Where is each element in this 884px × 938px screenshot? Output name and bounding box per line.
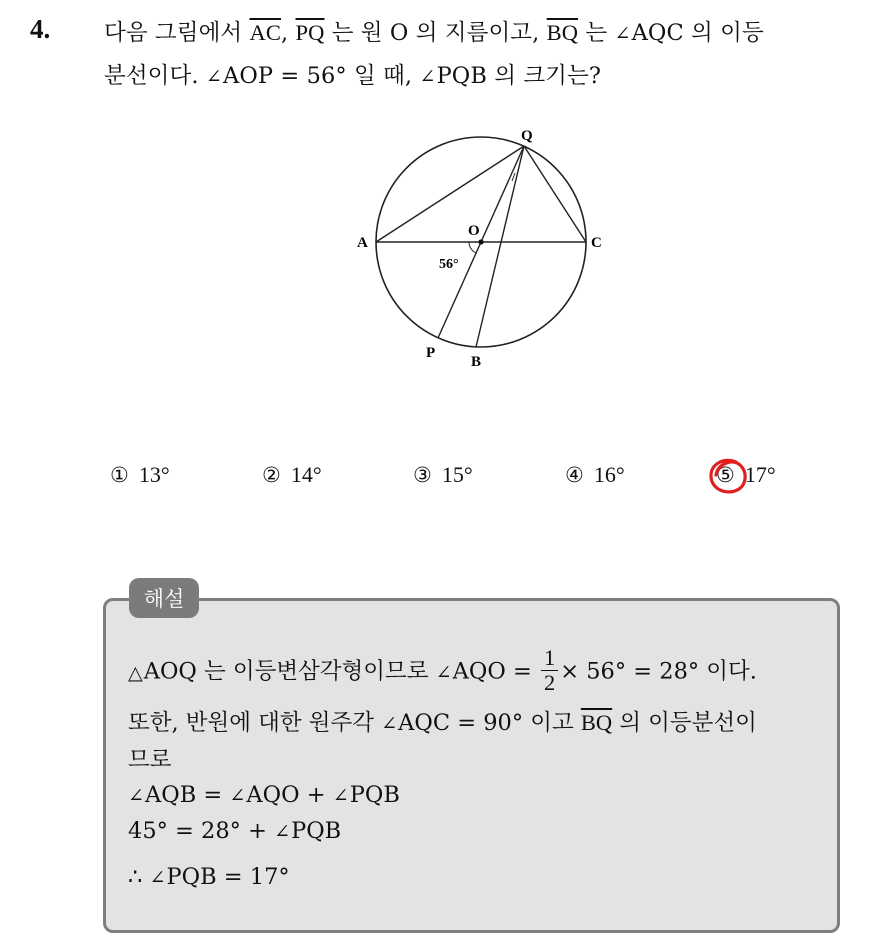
label-angle-56: 56° [439, 257, 459, 272]
choice-3[interactable] [413, 462, 473, 488]
triangle-symbol: △ [128, 660, 143, 684]
center-point [478, 239, 483, 244]
angle-symbol: ∠ [205, 65, 222, 88]
angle-symbol: ∠ [614, 22, 631, 45]
solution-text: PQB [291, 818, 342, 844]
solution-text: AOQ 는 이등변삼각형이므로 [143, 658, 436, 685]
angle-symbol: ∠ [149, 866, 166, 889]
solution-line-2 [128, 705, 757, 737]
question-text: 는 [578, 20, 615, 46]
angle-symbol: ∠ [229, 784, 246, 807]
segment-pq: $\overline{PQ}$ [295, 20, 325, 45]
question-text: , [280, 20, 296, 46]
solution-text: 의 이등분선이 [612, 710, 757, 736]
choice-value: 16° [593, 462, 625, 487]
choice-value: 15° [441, 462, 473, 487]
label-o: O [468, 223, 480, 239]
label-b: B [471, 354, 482, 370]
solution-text: PQB = 17° [166, 864, 290, 890]
fraction-numerator: 1 [541, 646, 558, 671]
label-c: C [591, 235, 602, 251]
question-text: 다음 그림에서 [104, 20, 250, 46]
question-text: 는 원 O 의 지름이고, [324, 20, 547, 46]
angle-arc-aop [469, 242, 476, 253]
solution-line-5 [128, 818, 341, 844]
solution-line-3: 므로 [128, 747, 172, 773]
solution-line-1 [128, 645, 757, 697]
angle-symbol: ∠ [274, 820, 291, 843]
choice-1[interactable] [110, 462, 170, 488]
angle-symbol: ∠ [381, 712, 398, 735]
therefore-symbol: ∴ [128, 864, 150, 890]
chord-cq [524, 146, 586, 242]
choice-value: 14° [290, 462, 322, 487]
question-text: AQC 의 이등 [631, 20, 764, 46]
choice-number: ③ [413, 463, 432, 487]
solution-text: × 56° = 28° 이다. [560, 658, 757, 685]
circle-figure [340, 118, 640, 388]
solution-text: 또한, 반원에 대한 원주각 [128, 710, 382, 736]
question-text: 분선이다. [104, 63, 206, 89]
angle-symbol: ∠ [332, 784, 349, 807]
question-line-1 [104, 15, 764, 47]
choice-4[interactable] [565, 462, 625, 488]
chord-bq [476, 146, 524, 347]
angle-symbol: ∠ [435, 660, 452, 684]
choice-number: ⑤ [716, 463, 735, 487]
solution-line-6 [128, 864, 290, 890]
problem-number: 4. [30, 14, 51, 44]
solution-line-4 [128, 782, 400, 808]
angle-symbol: ∠ [419, 65, 436, 88]
angle-symbol: ∠ [128, 784, 145, 807]
choice-number: ② [262, 463, 281, 487]
answer-circle-stroke [711, 460, 745, 492]
choice-number: ④ [565, 463, 584, 487]
segment-ac: $\overline{AC}$ [249, 20, 281, 45]
choice-value: 17° [744, 462, 776, 487]
question-line-2 [104, 58, 601, 90]
question-text: AOP = 56° 일 때, [222, 63, 420, 89]
solution-tab: 해설 [129, 578, 199, 618]
fraction-denominator: 2 [543, 670, 556, 695]
answer-circle-mark [706, 456, 750, 498]
solution-text: AQO = [452, 658, 539, 685]
label-a: A [357, 235, 368, 251]
choice-2[interactable] [262, 462, 322, 488]
solution-text: AQC = 90° 이고 [398, 710, 581, 736]
solution-text: 45° = 28° + [128, 818, 275, 844]
choice-number: ① [110, 463, 129, 487]
angle-tick [512, 173, 515, 181]
solution-text: PQB [349, 782, 400, 808]
question-text: PQB 의 크기는? [436, 63, 601, 89]
label-q: Q [521, 128, 533, 144]
segment-bq: $\overline{BQ}$ [580, 710, 613, 735]
fraction-half [541, 646, 558, 695]
solution-text: AQB = [145, 782, 230, 808]
label-p: P [426, 345, 436, 361]
segment-bq: $\overline{BQ}$ [546, 20, 579, 45]
choice-value: 13° [138, 462, 170, 487]
solution-text: AQO + [246, 782, 333, 808]
